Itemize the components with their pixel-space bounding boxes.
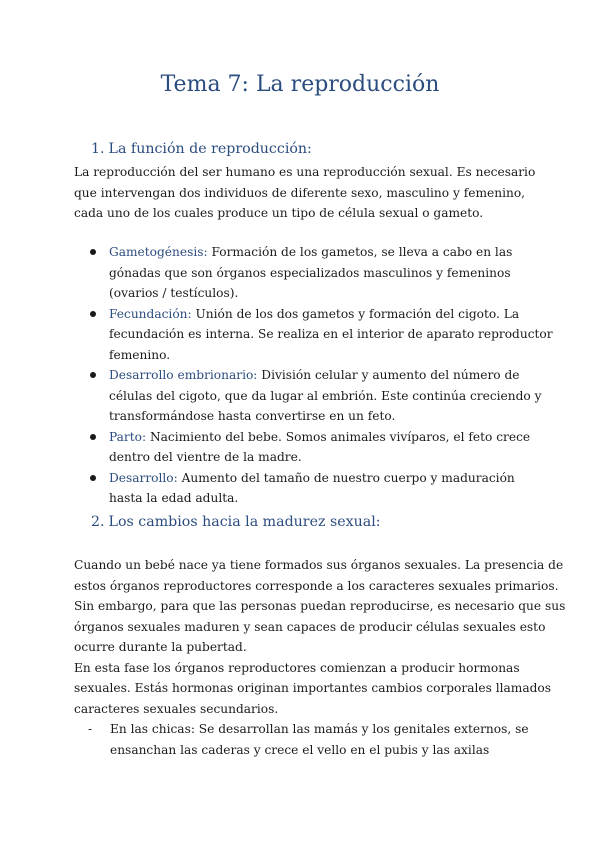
bullet-text: Nacimiento del bebe. Somos animales vivíparos, el feto crece (146, 429, 531, 444)
bullet-text: Aumento del tamaño de nuestro cuerpo y maduración (177, 470, 515, 485)
paragraph-line: Cuando un bebé nace ya tiene formados sus órganos sexuales. La presencia de (74, 558, 564, 572)
bullet-term: Parto: (109, 429, 147, 444)
bullet-text: Formación de los gametos, se lleva a cabo en las (207, 245, 513, 259)
bullet-item-desarrollo-embrionario (86, 365, 546, 427)
bullet-dot-icon (90, 311, 96, 317)
section1-intro (74, 162, 554, 224)
bullet-term: Desarrollo: (109, 470, 178, 485)
paragraph-line: órganos sexuales maduren y sean capaces de producir células sexuales esto (74, 619, 546, 634)
bullet-dot-icon (90, 372, 96, 378)
bullet-text: hasta la edad adulta. (109, 491, 239, 505)
dash-item-text: En las chicas: Se desarrollan las mamás y los genitales externos, se (110, 722, 529, 736)
bullet-term: Gametogénesis: (109, 245, 208, 259)
bullet-text: células del cigoto, que da lugar al embrión. Este continúa creciendo y (109, 388, 542, 403)
bullet-text: gónadas que son órganos especializados masculinos y femeninos (109, 265, 511, 280)
section2-heading (91, 514, 381, 530)
paragraph-line: sexuales. Estás hormonas originan importantes cambios corporales llamados (74, 681, 551, 695)
section1-heading (91, 141, 312, 157)
bullet-item-desarrollo (86, 468, 546, 509)
dash-item-text: ensanchan las caderas y crece el vello en el pubis y las axilas (110, 742, 490, 757)
bullet-dot-icon (90, 249, 96, 255)
page-title: Tema 7: La reproducción (160, 72, 440, 97)
bullet-item-fecundacion (86, 304, 553, 366)
bullet-text: transformándose hasta convertirse en un feto. (109, 409, 396, 423)
dash-bullet: - (88, 722, 93, 736)
section2-paragraph (74, 555, 566, 719)
bullet-item-gametogenesis (86, 242, 546, 304)
section2-number: 2. (91, 514, 105, 530)
bullet-text: Unión de los dos gametos y formación del cigoto. La (191, 306, 520, 321)
intro-line: La reproducción del ser humano es una reproducción sexual. Es necesario (74, 165, 536, 179)
paragraph-line: En esta fase los órganos reproductores comienzan a producir hormonas (74, 660, 520, 675)
stages-bullet-list (86, 242, 553, 509)
paragraph-line: ocurre durante la pubertad. (74, 640, 247, 654)
bullet-text: dentro del vientre de la madre. (109, 450, 302, 464)
paragraph-line: Sin embargo, para que las personas puedan reproducirse, es necesario que sus (74, 599, 566, 613)
paragraph-line: caracteres sexuales secundarios. (74, 701, 279, 716)
intro-line: cada uno de los cuales produce un tipo de célula sexual o gameto. (74, 206, 484, 220)
bullet-text: (ovarios / testículos). (109, 286, 239, 300)
bullet-dot-icon (90, 475, 96, 481)
bullet-term: Fecundación: (109, 306, 192, 321)
bullet-dot-icon (90, 434, 96, 440)
bullet-text: fecundación es interna. Se realiza en el interior de aparato reproductor (109, 327, 553, 341)
bullet-item-parto (86, 427, 546, 468)
bullet-text: femenino. (109, 347, 171, 362)
paragraph-line: estos órganos reproductores corresponde a los caracteres sexuales primarios. (74, 578, 559, 593)
section1-number: 1. (91, 141, 105, 157)
section2-heading-text: Los cambios hacia la madurez sexual: (108, 514, 381, 530)
bullet-text: División celular y aumento del número de (257, 368, 520, 382)
intro-line: que intervengan dos individuos de diferente sexo, masculino y femenino, (74, 185, 526, 200)
bullet-term: Desarrollo embrionario: (109, 368, 258, 382)
section1-heading-text: La función de reproducción: (108, 141, 312, 157)
dash-list-item-chicas (88, 719, 558, 760)
